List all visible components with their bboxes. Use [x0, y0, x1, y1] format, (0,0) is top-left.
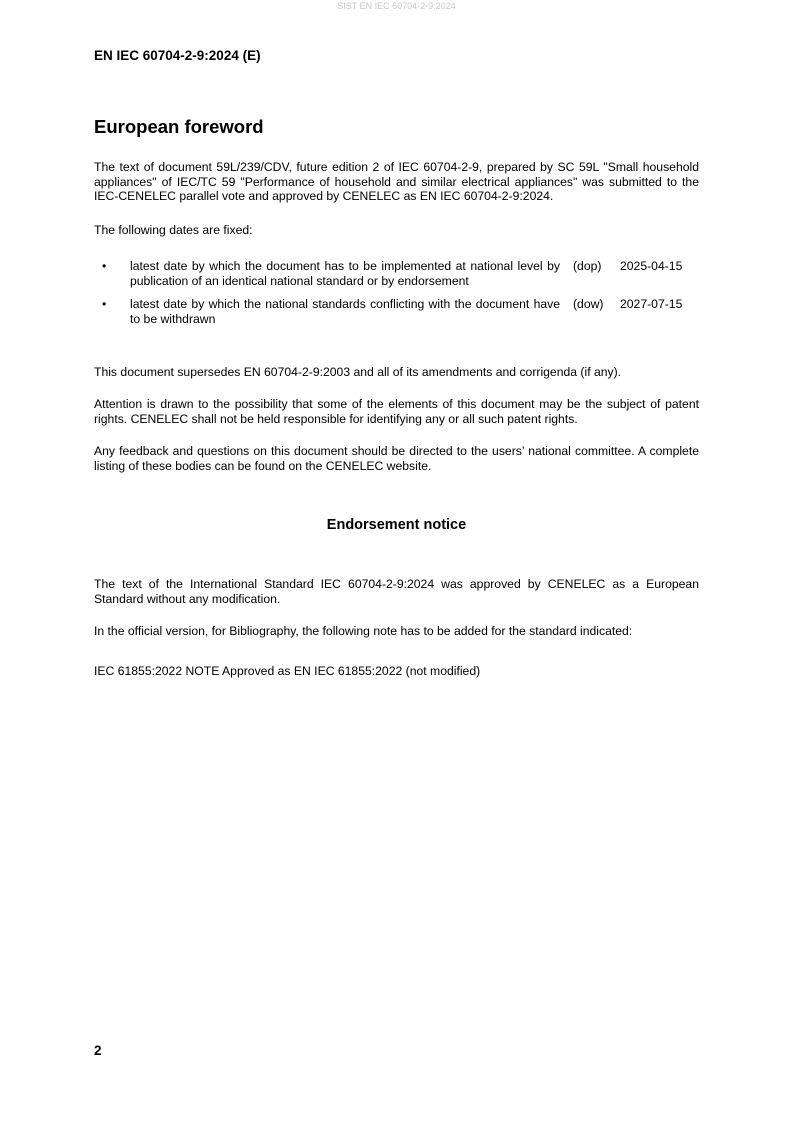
- supersedes-paragraph: This document supersedes EN 60704-2-9:2003 and all of its amendments and corrigenda (if any).: [94, 365, 622, 379]
- bullet-icon: •: [102, 297, 107, 311]
- watermark: SIST EN IEC 60704-2-9:2024: [337, 1, 456, 11]
- feedback-paragraph: Any feedback and questions on this document should be directed to the users’ national committee. A complete listing of these bodies can be found on the CENELEC website.: [94, 444, 699, 473]
- date-item-text: latest date by which the document has to be implemented at national level by publication of an identical national standard or by endorsement: [130, 259, 560, 288]
- date-item-date: 2025-04-15: [620, 259, 683, 273]
- bullet-icon: •: [102, 259, 107, 273]
- page-number: 2: [94, 1043, 102, 1058]
- date-item-dow: [94, 297, 699, 327]
- foreword-intro-paragraph: The text of document 59L/239/CDV, future edition 2 of IEC 60704-2-9, prepared by SC 59L "Small household appliances" of IEC/TC 59 "Performance of household and similar electrical appliances" was submitted to the IEC-CENELEC parallel vote and approved by CENELEC as EN IEC 60704-2-9:2024.: [94, 160, 699, 203]
- endorsement-paragraph: The text of the International Standard IEC 60704-2-9:2024 was approved by CENELEC as a European Standard without any modification.: [94, 577, 699, 606]
- endorsement-title: Endorsement notice: [326, 517, 467, 533]
- date-item-code: (dow): [573, 297, 604, 311]
- date-item-date: 2027-07-15: [620, 297, 683, 311]
- bibliography-note: IEC 61855:2022 NOTE Approved as EN IEC 61855:2022 (not modified): [94, 664, 481, 678]
- date-item-code: (dop): [573, 259, 602, 273]
- foreword-title: European foreword: [94, 116, 264, 137]
- bibliography-intro: In the official version, for Bibliography, the following note has to be added for the standard indicated:: [94, 624, 633, 638]
- date-item-dop: [94, 259, 699, 289]
- document-id-header: EN IEC 60704-2-9:2024 (E): [94, 48, 261, 63]
- dates-intro: The following dates are fixed:: [94, 223, 253, 237]
- attention-paragraph: Attention is drawn to the possibility that some of the elements of this document may be the subject of patent rights. CENELEC shall not be held responsible for identifying any or all such patent rights.: [94, 397, 699, 426]
- date-item-text: latest date by which the national standards conflicting with the document have to be withdrawn: [130, 297, 560, 326]
